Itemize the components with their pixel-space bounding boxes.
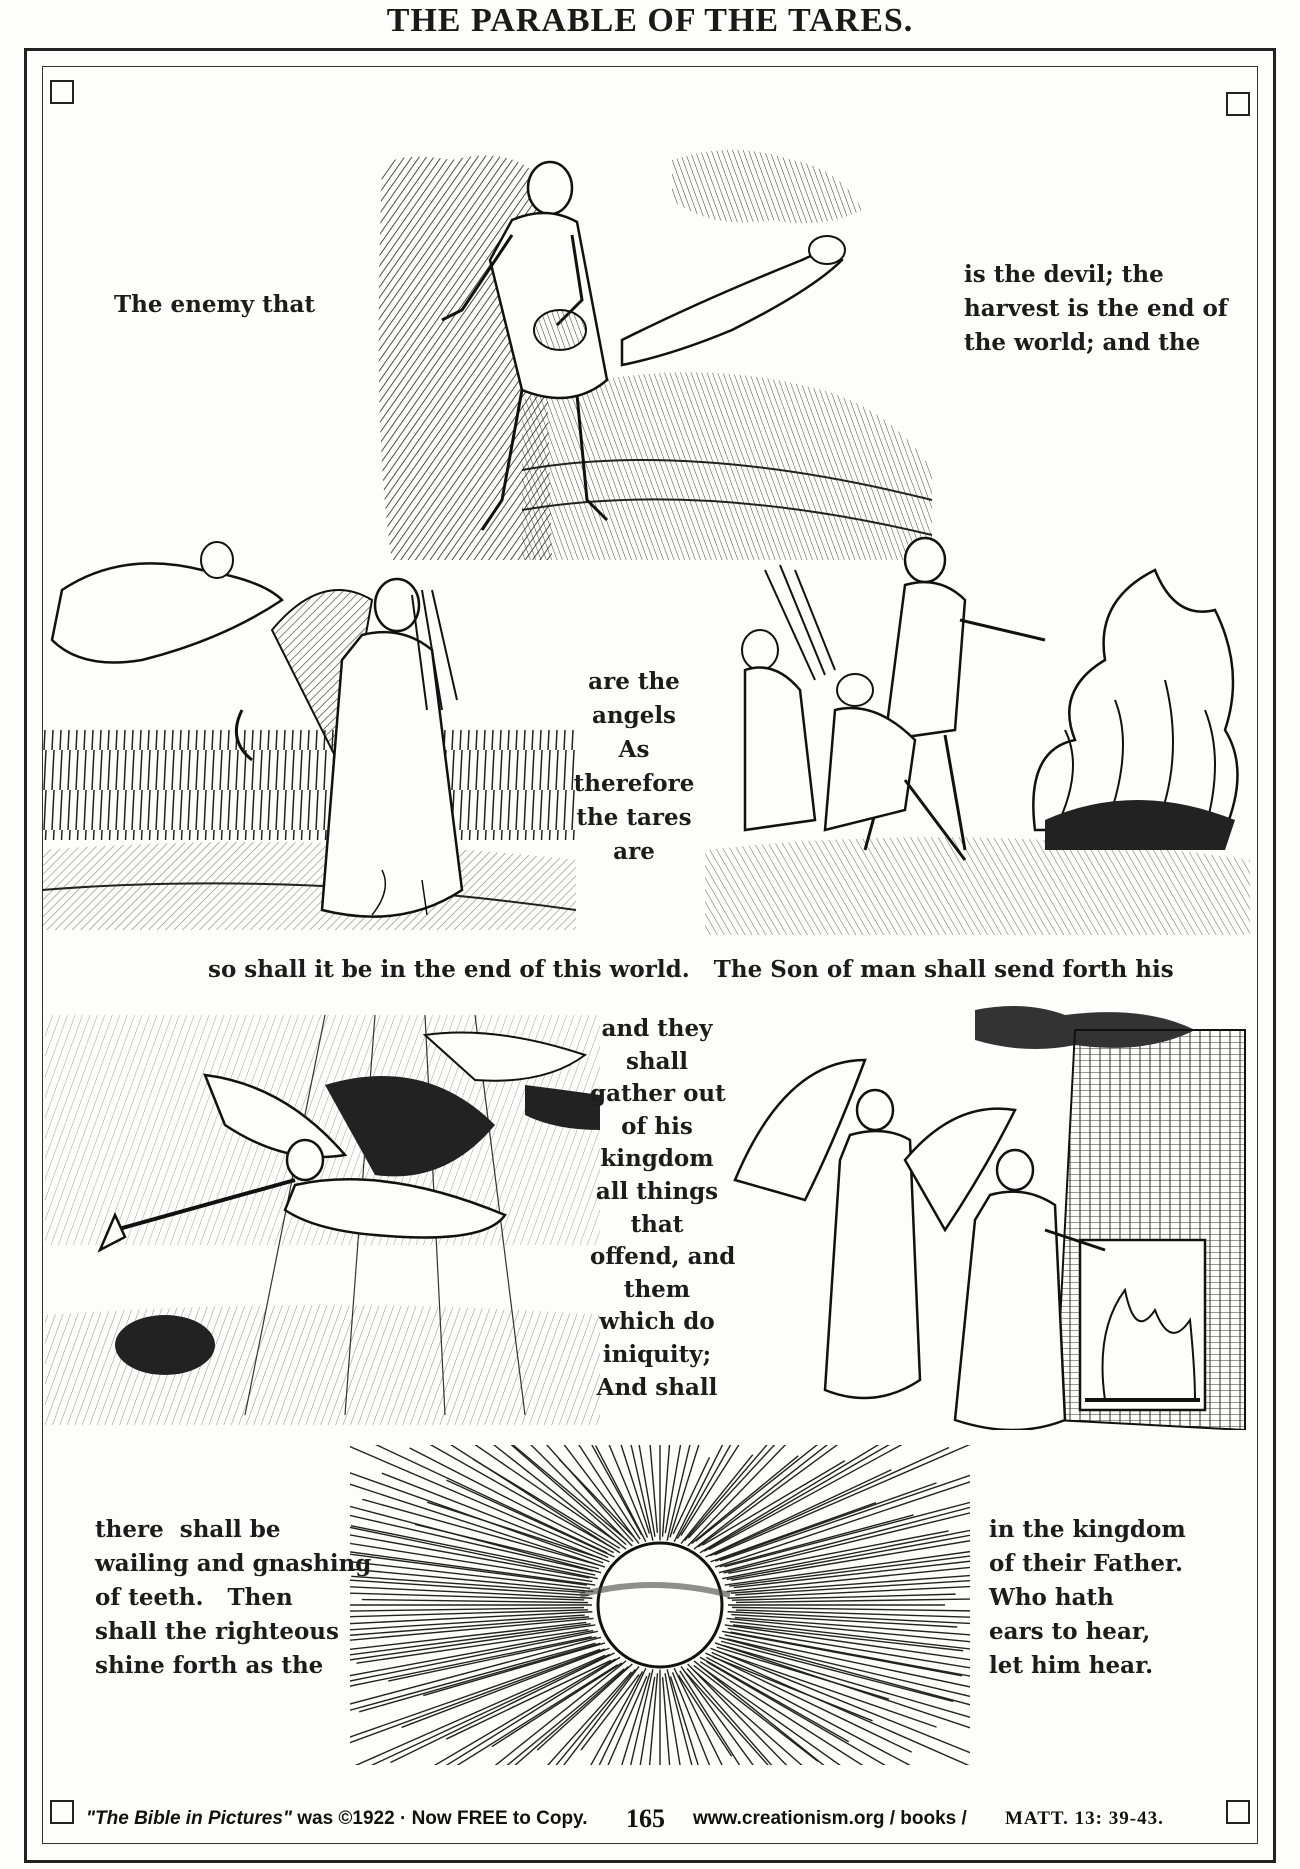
text-devil: is the devil; the harvest is the end of the world; and the [964, 261, 1228, 356]
page-title: THE PARABLE OF THE TARES. [386, 2, 914, 39]
corner-ornament-top-left [50, 80, 74, 104]
fire-icon [705, 530, 1250, 935]
text-gather: and they shall gather out of his kingdom all things that offend, and them which do iniquity; And shall [590, 1015, 736, 1401]
footer-credit [86, 1808, 588, 1830]
furnace-illustration [725, 1000, 1250, 1430]
furnace-icon [725, 1000, 1250, 1430]
text-kingdom: in the kingdom of their Father. Who hath ears to hear, let him hear. [989, 1516, 1186, 1679]
text-enemy: The enemy that [114, 291, 316, 318]
burning-tares-illustration [705, 530, 1250, 935]
angel-trumpet-illustration [45, 1015, 600, 1425]
angels-reaping-illustration [42, 510, 576, 930]
book-title: "The Bible in Pictures" [86, 1808, 292, 1829]
corner-ornament-bottom-left [50, 1800, 74, 1824]
sun-icon [350, 1445, 970, 1765]
corner-ornament-top-right [1226, 92, 1250, 116]
radiant-sun-illustration [350, 1445, 970, 1765]
enemy-sowing-illustration [372, 140, 934, 560]
page-number: 165 [626, 1804, 665, 1833]
website-link[interactable]: www.creationism.org / books / [693, 1808, 967, 1829]
trumpet-icon [45, 1015, 600, 1425]
copyright-text: was ©1922 · Now FREE to Copy. [291, 1808, 588, 1829]
text-wailing: there shall be wailing and gnashing of teeth. Then shall the righteous shine forth as the [95, 1516, 372, 1679]
sower-icon [372, 140, 934, 560]
corner-ornament-bottom-right [1226, 1800, 1250, 1824]
text-angels: are the angels As therefore the tares are [573, 668, 695, 865]
scripture-reference: MATT. 13: 39-43. [1005, 1808, 1164, 1829]
text-world: so shall it be in the end of this world. The Son of man shall send forth his [208, 956, 1174, 983]
angel-reaper-icon [42, 510, 576, 930]
